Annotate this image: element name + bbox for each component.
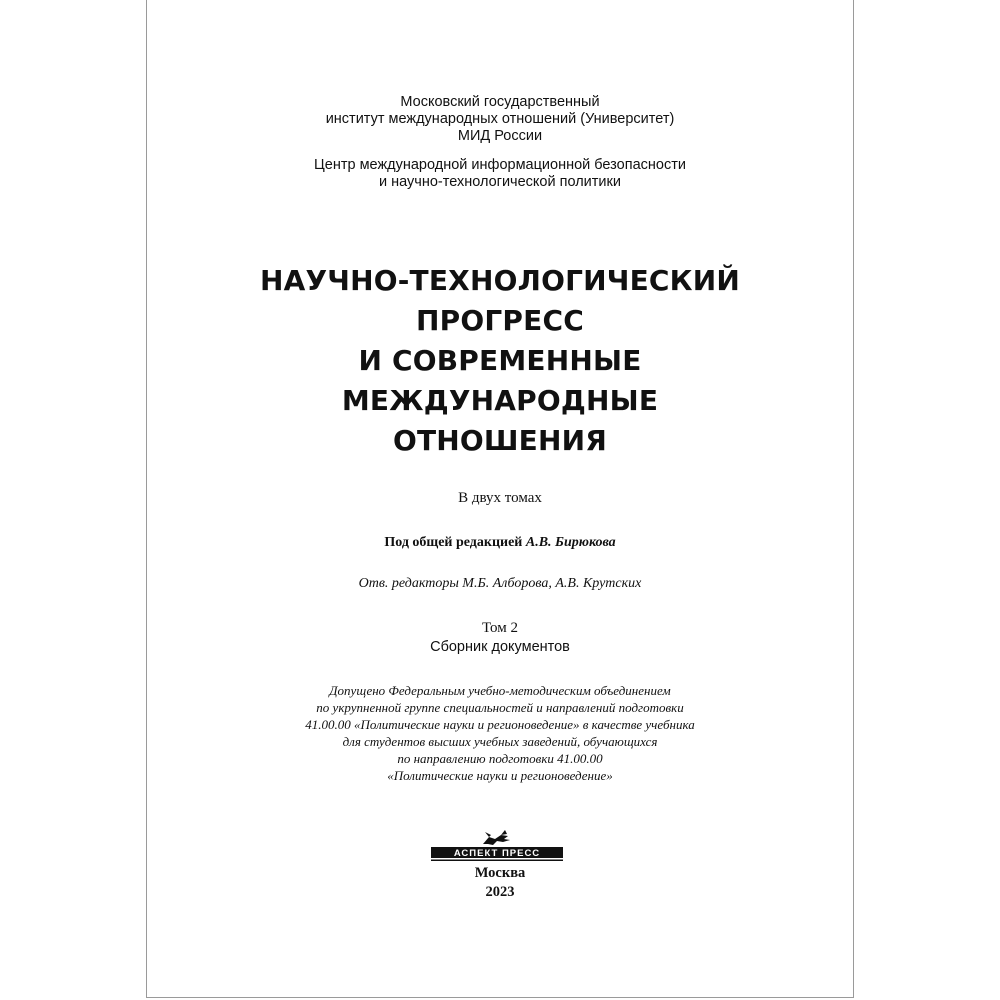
general-editor-name: А.В. Бирюкова	[525, 535, 616, 550]
approval-line-6: «Политические науки и регионоведение»	[387, 768, 613, 783]
general-editor-prefix: Под общей редакцией	[384, 535, 526, 550]
book-title-line-3: И СОВРЕМЕННЫЕ	[358, 344, 642, 377]
center-line-2: и научно-технологической политики	[379, 174, 621, 190]
institution-line-2: институт международных отношений (Университет)	[325, 111, 675, 127]
title-page	[146, 0, 854, 998]
publisher-city: Москва	[474, 865, 526, 881]
approval-line-1: Допущено Федеральным учебно-методическим объединением	[329, 683, 671, 698]
volume-subtitle: Сборник документов	[430, 639, 570, 655]
approval-line-5: по направлению подготовки 41.00.00	[397, 751, 603, 766]
publisher-logo	[425, 826, 569, 866]
executive-editors: Отв. редакторы М.Б. Алборова, А.В. Крутских	[358, 576, 642, 591]
book-title-line-2: ПРОГРЕСС	[416, 304, 584, 337]
publisher-logo-text: АСПЕКТ ПРЕСС	[453, 848, 541, 859]
approval-line-2: по укрупненной группе специальностей и направлений подготовки	[316, 700, 684, 715]
book-title-line-1: НАУЧНО-ТЕХНОЛОГИЧЕСКИЙ	[259, 264, 741, 297]
center-line-1: Центр международной информационной безопасности	[314, 157, 686, 173]
institution-line-3: МИД России	[457, 128, 543, 144]
institution-line-1: Московский государственный	[400, 94, 600, 110]
volume-number: Том 2	[482, 620, 518, 636]
pegasus-icon	[483, 830, 510, 845]
volumes-note: В двух томах	[458, 490, 542, 506]
general-editor	[147, 535, 853, 551]
approval-line-3: 41.00.00 «Политические науки и регионоведение» в качестве учебника	[305, 717, 695, 732]
book-title-line-4: МЕЖДУНАРОДНЫЕ	[341, 384, 659, 417]
approval-line-4: для студентов высших учебных заведений, обучающихся	[342, 734, 658, 749]
book-title-line-5: ОТНОШЕНИЯ	[392, 424, 608, 457]
publication-year: 2023	[485, 884, 515, 900]
